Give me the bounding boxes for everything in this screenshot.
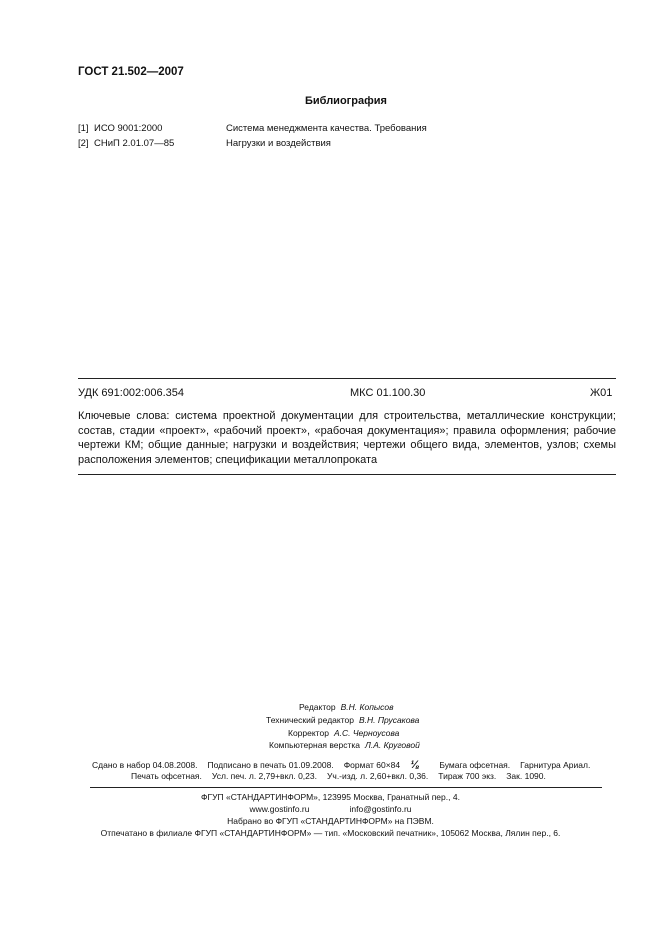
submitted-date: Сдано в набор 04.08.2008. xyxy=(92,760,198,770)
bibliography-entry xyxy=(78,123,427,134)
footer-divider xyxy=(90,787,602,788)
print-run: Тираж 700 экз. xyxy=(438,771,497,781)
publisher-contacts xyxy=(0,804,661,814)
publication-line-1 xyxy=(92,759,600,771)
print-type: Печать офсетная. xyxy=(131,771,202,781)
signed-date: Подписано в печать 01.09.2008. xyxy=(207,760,334,770)
classification-code: Ж01 xyxy=(590,387,613,399)
email-link[interactable]: info@gostinfo.ru xyxy=(349,804,412,814)
bibliography-title: Библиография xyxy=(305,95,387,107)
print-sheets: Усл. печ. л. 2,79+вкл. 0,23. xyxy=(211,771,317,781)
entry-number: [2] xyxy=(78,138,89,149)
typeface: Гарнитура Ариал. xyxy=(520,760,591,770)
entry-number: [1] xyxy=(78,123,89,134)
website-link[interactable]: www.gostinfo.ru xyxy=(249,804,310,814)
entry-code: ИСО 9001:2000 xyxy=(94,123,163,134)
paper-format: Формат 60×84 ⅛ xyxy=(343,759,420,771)
bibliography-entry xyxy=(78,138,331,149)
entry-code: СНиП 2.01.07—85 xyxy=(94,138,175,149)
udk-code: УДК 691:002:006.354 xyxy=(78,387,184,399)
credit-technical-editor: Технический редактор В.Н. Прусакова xyxy=(266,715,420,725)
keywords: Ключевые слова: система проектной документации для строительства, металлические конструкции; состав, стадии «проект», «рабочий проект», «рабочая документация»; правила оформления; рабочие чертежи КМ; общие данные; нагрузки и воздействия; чертежи общего вида, элементов, узлов; схемы расположения элементов; спецификации металлопроката xyxy=(78,410,616,466)
order-number: Зак. 1090. xyxy=(506,771,546,781)
publication-sheets: Уч.-изд. л. 2,60+вкл. 0,36. xyxy=(326,771,429,781)
publication-line-2 xyxy=(131,771,556,781)
printing-note: Отпечатано в филиале ФГУП «СТАНДАРТИНФОРМ» — тип. «Московский печатник», 105062 Москва, Лялин пер., 6. xyxy=(100,828,561,838)
mks-code: МКС 01.100.30 xyxy=(350,387,426,399)
entry-title: Система менеджмента качества. Требования xyxy=(226,123,427,134)
publisher-address: ФГУП «СТАНДАРТИНФОРМ», 123995 Москва, Гранатный пер., 4. xyxy=(201,792,460,802)
typeset-note: Набрано во ФГУП «СТАНДАРТИНФОРМ» на ПЭВМ. xyxy=(227,816,434,826)
paper-type: Бумага офсетная. xyxy=(439,760,511,770)
credit-layout: Компьютерная верстка Л.А. Круговой xyxy=(269,740,420,750)
entry-title: Нагрузки и воздействия xyxy=(226,138,331,149)
document-code: ГОСТ 21.502—2007 xyxy=(78,66,184,78)
bottom-divider xyxy=(78,474,616,475)
credit-editor: Редактор В.Н. Копысов xyxy=(299,702,394,712)
top-divider xyxy=(78,378,616,379)
credit-proofreader: Корректор А.С. Черноусова xyxy=(288,728,400,738)
